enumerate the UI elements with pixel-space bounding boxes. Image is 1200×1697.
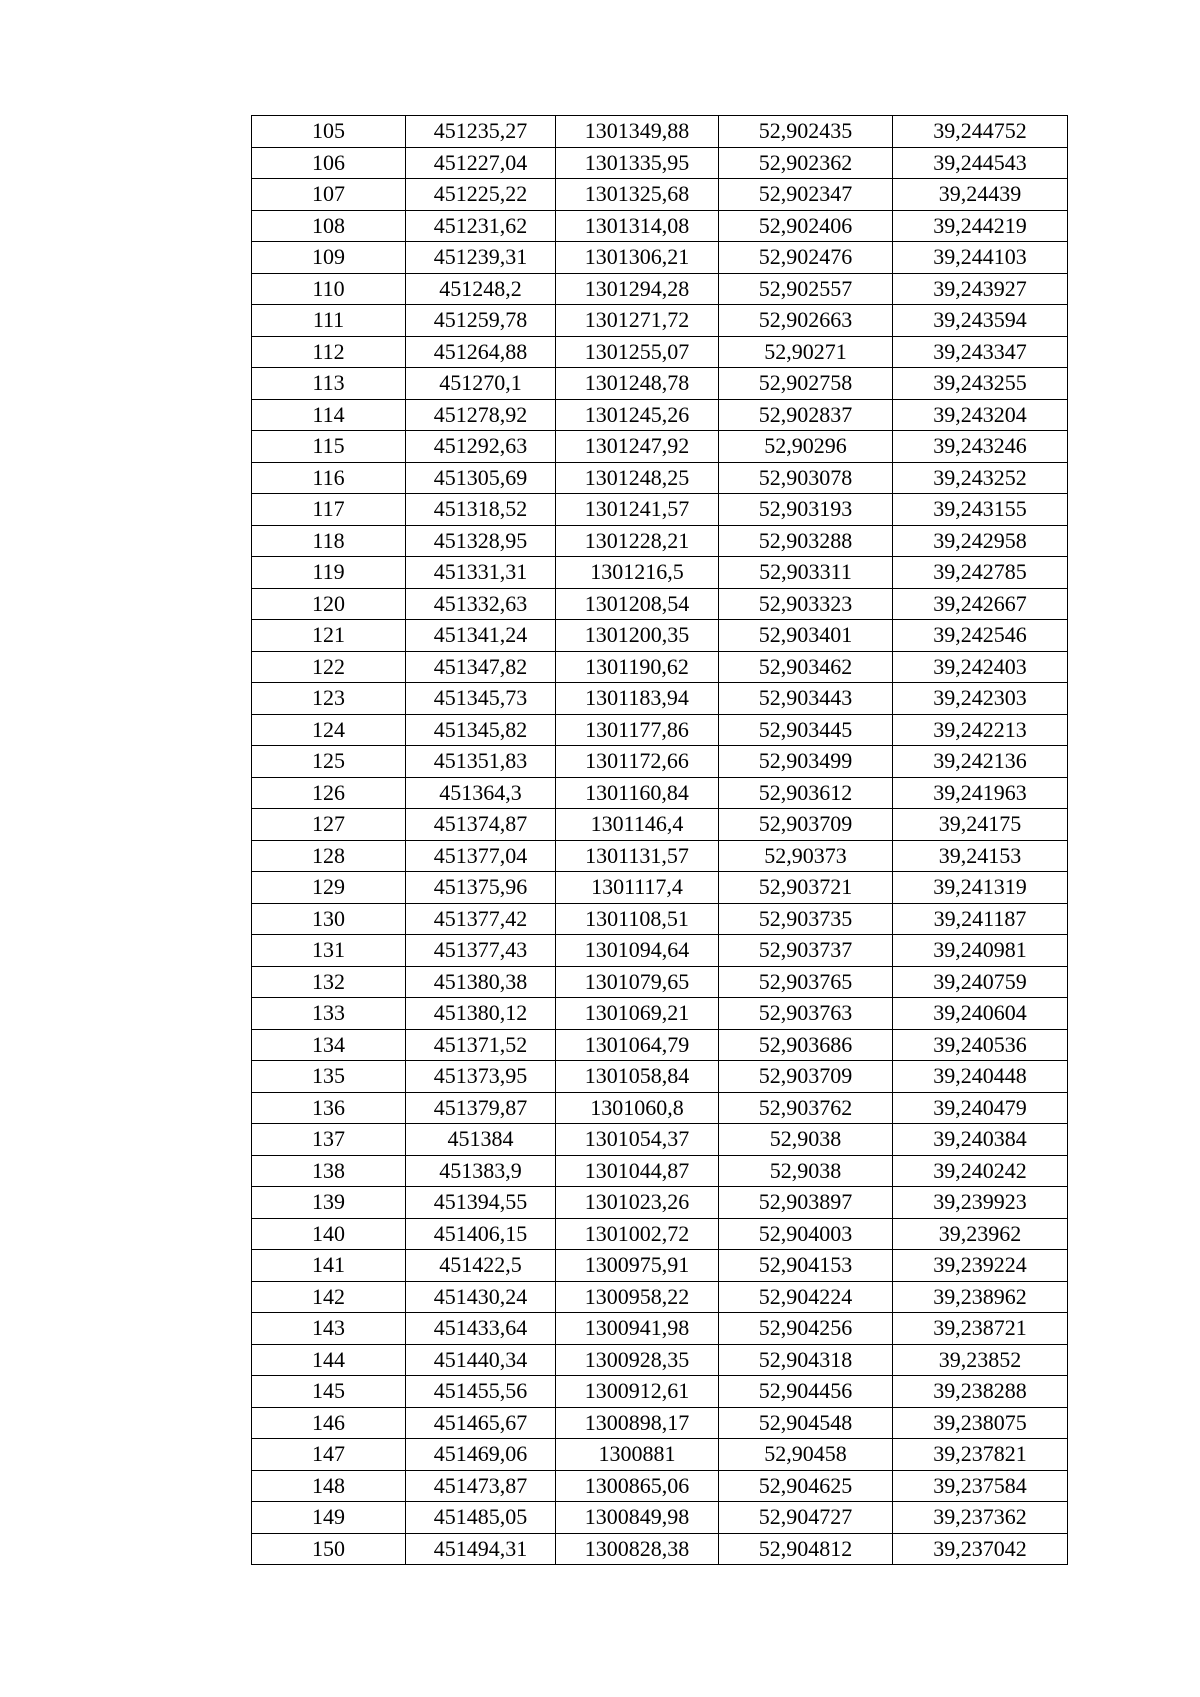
x-coordinate-cell: 451374,87 — [406, 809, 556, 841]
latitude-cell: 52,903721 — [719, 872, 893, 904]
y-coordinate-cell: 1301247,92 — [556, 431, 719, 463]
table-row — [252, 557, 1068, 589]
latitude-cell: 52,904625 — [719, 1470, 893, 1502]
x-coordinate-cell: 451259,78 — [406, 305, 556, 337]
table-row — [252, 1124, 1068, 1156]
y-coordinate-cell: 1301200,35 — [556, 620, 719, 652]
point-number-cell: 148 — [252, 1470, 406, 1502]
y-coordinate-cell: 1301177,86 — [556, 714, 719, 746]
table-row — [252, 494, 1068, 526]
point-number-cell: 146 — [252, 1407, 406, 1439]
latitude-cell: 52,903612 — [719, 777, 893, 809]
point-number-cell: 134 — [252, 1029, 406, 1061]
x-coordinate-cell: 451465,67 — [406, 1407, 556, 1439]
latitude-cell: 52,903323 — [719, 588, 893, 620]
longitude-cell: 39,244219 — [893, 210, 1068, 242]
table-row — [252, 935, 1068, 967]
point-number-cell: 120 — [252, 588, 406, 620]
point-number-cell: 142 — [252, 1281, 406, 1313]
table-row — [252, 1281, 1068, 1313]
table-row — [252, 1061, 1068, 1093]
y-coordinate-cell: 1301131,57 — [556, 840, 719, 872]
y-coordinate-cell: 1301054,37 — [556, 1124, 719, 1156]
point-number-cell: 150 — [252, 1533, 406, 1565]
latitude-cell: 52,902758 — [719, 368, 893, 400]
latitude-cell: 52,903765 — [719, 966, 893, 998]
latitude-cell: 52,903762 — [719, 1092, 893, 1124]
latitude-cell: 52,902557 — [719, 273, 893, 305]
longitude-cell: 39,237584 — [893, 1470, 1068, 1502]
latitude-cell: 52,902663 — [719, 305, 893, 337]
table-row — [252, 1344, 1068, 1376]
y-coordinate-cell: 1301349,88 — [556, 116, 719, 148]
latitude-cell: 52,903078 — [719, 462, 893, 494]
y-coordinate-cell: 1301190,62 — [556, 651, 719, 683]
longitude-cell: 39,243255 — [893, 368, 1068, 400]
point-number-cell: 132 — [252, 966, 406, 998]
y-coordinate-cell: 1301241,57 — [556, 494, 719, 526]
y-coordinate-cell: 1301064,79 — [556, 1029, 719, 1061]
point-number-cell: 128 — [252, 840, 406, 872]
table-row — [252, 620, 1068, 652]
y-coordinate-cell: 1300941,98 — [556, 1313, 719, 1345]
latitude-cell: 52,904224 — [719, 1281, 893, 1313]
y-coordinate-cell: 1301335,95 — [556, 147, 719, 179]
x-coordinate-cell: 451430,24 — [406, 1281, 556, 1313]
y-coordinate-cell: 1301216,5 — [556, 557, 719, 589]
x-coordinate-cell: 451239,31 — [406, 242, 556, 274]
x-coordinate-cell: 451383,9 — [406, 1155, 556, 1187]
longitude-cell: 39,240384 — [893, 1124, 1068, 1156]
x-coordinate-cell: 451494,31 — [406, 1533, 556, 1565]
table-row — [252, 651, 1068, 683]
x-coordinate-cell: 451264,88 — [406, 336, 556, 368]
point-number-cell: 149 — [252, 1502, 406, 1534]
x-coordinate-cell: 451485,05 — [406, 1502, 556, 1534]
longitude-cell: 39,244103 — [893, 242, 1068, 274]
x-coordinate-cell: 451351,83 — [406, 746, 556, 778]
point-number-cell: 119 — [252, 557, 406, 589]
table-row — [252, 242, 1068, 274]
longitude-cell: 39,241187 — [893, 903, 1068, 935]
point-number-cell: 107 — [252, 179, 406, 211]
point-number-cell: 109 — [252, 242, 406, 274]
x-coordinate-cell: 451364,3 — [406, 777, 556, 809]
table-row — [252, 1407, 1068, 1439]
longitude-cell: 39,24153 — [893, 840, 1068, 872]
point-number-cell: 144 — [252, 1344, 406, 1376]
latitude-cell: 52,903462 — [719, 651, 893, 683]
longitude-cell: 39,237362 — [893, 1502, 1068, 1534]
y-coordinate-cell: 1301094,64 — [556, 935, 719, 967]
latitude-cell: 52,903311 — [719, 557, 893, 589]
longitude-cell: 39,244543 — [893, 147, 1068, 179]
point-number-cell: 124 — [252, 714, 406, 746]
latitude-cell: 52,903499 — [719, 746, 893, 778]
x-coordinate-cell: 451318,52 — [406, 494, 556, 526]
longitude-cell: 39,243155 — [893, 494, 1068, 526]
latitude-cell: 52,9038 — [719, 1155, 893, 1187]
x-coordinate-cell: 451379,87 — [406, 1092, 556, 1124]
y-coordinate-cell: 1301314,08 — [556, 210, 719, 242]
table-row — [252, 746, 1068, 778]
x-coordinate-cell: 451440,34 — [406, 1344, 556, 1376]
longitude-cell: 39,243252 — [893, 462, 1068, 494]
point-number-cell: 145 — [252, 1376, 406, 1408]
x-coordinate-cell: 451225,22 — [406, 179, 556, 211]
latitude-cell: 52,90296 — [719, 431, 893, 463]
y-coordinate-cell: 1300912,61 — [556, 1376, 719, 1408]
longitude-cell: 39,240604 — [893, 998, 1068, 1030]
longitude-cell: 39,242785 — [893, 557, 1068, 589]
table-row — [252, 588, 1068, 620]
longitude-cell: 39,238962 — [893, 1281, 1068, 1313]
longitude-cell: 39,244752 — [893, 116, 1068, 148]
y-coordinate-cell: 1301069,21 — [556, 998, 719, 1030]
longitude-cell: 39,240479 — [893, 1092, 1068, 1124]
y-coordinate-cell: 1300975,91 — [556, 1250, 719, 1282]
latitude-cell: 52,903686 — [719, 1029, 893, 1061]
longitude-cell: 39,241319 — [893, 872, 1068, 904]
x-coordinate-cell: 451270,1 — [406, 368, 556, 400]
table-row — [252, 1218, 1068, 1250]
y-coordinate-cell: 1301183,94 — [556, 683, 719, 715]
x-coordinate-cell: 451345,73 — [406, 683, 556, 715]
point-number-cell: 108 — [252, 210, 406, 242]
point-number-cell: 135 — [252, 1061, 406, 1093]
table-row — [252, 1502, 1068, 1534]
longitude-cell: 39,23962 — [893, 1218, 1068, 1250]
table-row — [252, 872, 1068, 904]
table-row — [252, 116, 1068, 148]
table-row — [252, 966, 1068, 998]
latitude-cell: 52,904318 — [719, 1344, 893, 1376]
y-coordinate-cell: 1301058,84 — [556, 1061, 719, 1093]
x-coordinate-cell: 451328,95 — [406, 525, 556, 557]
longitude-cell: 39,242958 — [893, 525, 1068, 557]
longitude-cell: 39,243347 — [893, 336, 1068, 368]
x-coordinate-cell: 451377,42 — [406, 903, 556, 935]
latitude-cell: 52,903445 — [719, 714, 893, 746]
x-coordinate-cell: 451373,95 — [406, 1061, 556, 1093]
x-coordinate-cell: 451248,2 — [406, 273, 556, 305]
longitude-cell: 39,238721 — [893, 1313, 1068, 1345]
latitude-cell: 52,902406 — [719, 210, 893, 242]
longitude-cell: 39,240448 — [893, 1061, 1068, 1093]
longitude-cell: 39,237042 — [893, 1533, 1068, 1565]
table-row — [252, 147, 1068, 179]
longitude-cell: 39,239923 — [893, 1187, 1068, 1219]
latitude-cell: 52,904003 — [719, 1218, 893, 1250]
point-number-cell: 117 — [252, 494, 406, 526]
y-coordinate-cell: 1301294,28 — [556, 273, 719, 305]
x-coordinate-cell: 451292,63 — [406, 431, 556, 463]
x-coordinate-cell: 451422,5 — [406, 1250, 556, 1282]
point-number-cell: 125 — [252, 746, 406, 778]
longitude-cell: 39,242213 — [893, 714, 1068, 746]
point-number-cell: 110 — [252, 273, 406, 305]
table-row — [252, 336, 1068, 368]
point-number-cell: 116 — [252, 462, 406, 494]
latitude-cell: 52,902347 — [719, 179, 893, 211]
point-number-cell: 138 — [252, 1155, 406, 1187]
y-coordinate-cell: 1301248,78 — [556, 368, 719, 400]
latitude-cell: 52,903763 — [719, 998, 893, 1030]
latitude-cell: 52,903709 — [719, 1061, 893, 1093]
coordinates-table — [251, 115, 1068, 1565]
longitude-cell: 39,243204 — [893, 399, 1068, 431]
table-row — [252, 525, 1068, 557]
longitude-cell: 39,24439 — [893, 179, 1068, 211]
x-coordinate-cell: 451377,04 — [406, 840, 556, 872]
y-coordinate-cell: 1300849,98 — [556, 1502, 719, 1534]
y-coordinate-cell: 1300828,38 — [556, 1533, 719, 1565]
x-coordinate-cell: 451341,24 — [406, 620, 556, 652]
point-number-cell: 122 — [252, 651, 406, 683]
latitude-cell: 52,903735 — [719, 903, 893, 935]
latitude-cell: 52,904456 — [719, 1376, 893, 1408]
coordinates-table-body — [252, 116, 1068, 1565]
y-coordinate-cell: 1301023,26 — [556, 1187, 719, 1219]
point-number-cell: 136 — [252, 1092, 406, 1124]
point-number-cell: 147 — [252, 1439, 406, 1471]
table-row — [252, 1439, 1068, 1471]
table-row — [252, 1376, 1068, 1408]
latitude-cell: 52,9038 — [719, 1124, 893, 1156]
latitude-cell: 52,904153 — [719, 1250, 893, 1282]
point-number-cell: 130 — [252, 903, 406, 935]
x-coordinate-cell: 451406,15 — [406, 1218, 556, 1250]
table-row — [252, 273, 1068, 305]
x-coordinate-cell: 451380,12 — [406, 998, 556, 1030]
y-coordinate-cell: 1301079,65 — [556, 966, 719, 998]
x-coordinate-cell: 451371,52 — [406, 1029, 556, 1061]
point-number-cell: 133 — [252, 998, 406, 1030]
point-number-cell: 139 — [252, 1187, 406, 1219]
point-number-cell: 127 — [252, 809, 406, 841]
y-coordinate-cell: 1301044,87 — [556, 1155, 719, 1187]
x-coordinate-cell: 451377,43 — [406, 935, 556, 967]
longitude-cell: 39,24175 — [893, 809, 1068, 841]
y-coordinate-cell: 1301060,8 — [556, 1092, 719, 1124]
y-coordinate-cell: 1301172,66 — [556, 746, 719, 778]
x-coordinate-cell: 451455,56 — [406, 1376, 556, 1408]
y-coordinate-cell: 1301271,72 — [556, 305, 719, 337]
point-number-cell: 114 — [252, 399, 406, 431]
table-row — [252, 1313, 1068, 1345]
x-coordinate-cell: 451331,31 — [406, 557, 556, 589]
latitude-cell: 52,902362 — [719, 147, 893, 179]
table-row — [252, 998, 1068, 1030]
y-coordinate-cell: 1300865,06 — [556, 1470, 719, 1502]
longitude-cell: 39,242546 — [893, 620, 1068, 652]
x-coordinate-cell: 451332,63 — [406, 588, 556, 620]
y-coordinate-cell: 1301117,4 — [556, 872, 719, 904]
x-coordinate-cell: 451305,69 — [406, 462, 556, 494]
y-coordinate-cell: 1301245,26 — [556, 399, 719, 431]
point-number-cell: 106 — [252, 147, 406, 179]
longitude-cell: 39,242136 — [893, 746, 1068, 778]
x-coordinate-cell: 451380,38 — [406, 966, 556, 998]
x-coordinate-cell: 451469,06 — [406, 1439, 556, 1471]
x-coordinate-cell: 451227,04 — [406, 147, 556, 179]
longitude-cell: 39,243246 — [893, 431, 1068, 463]
longitude-cell: 39,243594 — [893, 305, 1068, 337]
latitude-cell: 52,902435 — [719, 116, 893, 148]
y-coordinate-cell: 1300928,35 — [556, 1344, 719, 1376]
table-row — [252, 1029, 1068, 1061]
longitude-cell: 39,242303 — [893, 683, 1068, 715]
longitude-cell: 39,240536 — [893, 1029, 1068, 1061]
longitude-cell: 39,237821 — [893, 1439, 1068, 1471]
table-row — [252, 1092, 1068, 1124]
point-number-cell: 141 — [252, 1250, 406, 1282]
table-row — [252, 1155, 1068, 1187]
table-row — [252, 1533, 1068, 1565]
point-number-cell: 123 — [252, 683, 406, 715]
longitude-cell: 39,240759 — [893, 966, 1068, 998]
table-row — [252, 305, 1068, 337]
latitude-cell: 52,902476 — [719, 242, 893, 274]
latitude-cell: 52,904727 — [719, 1502, 893, 1534]
latitude-cell: 52,903193 — [719, 494, 893, 526]
y-coordinate-cell: 1300881 — [556, 1439, 719, 1471]
longitude-cell: 39,242403 — [893, 651, 1068, 683]
longitude-cell: 39,23852 — [893, 1344, 1068, 1376]
latitude-cell: 52,904256 — [719, 1313, 893, 1345]
latitude-cell: 52,903737 — [719, 935, 893, 967]
table-row — [252, 683, 1068, 715]
point-number-cell: 129 — [252, 872, 406, 904]
y-coordinate-cell: 1301255,07 — [556, 336, 719, 368]
table-row — [252, 179, 1068, 211]
point-number-cell: 121 — [252, 620, 406, 652]
longitude-cell: 39,238288 — [893, 1376, 1068, 1408]
longitude-cell: 39,240242 — [893, 1155, 1068, 1187]
point-number-cell: 113 — [252, 368, 406, 400]
y-coordinate-cell: 1301325,68 — [556, 179, 719, 211]
point-number-cell: 140 — [252, 1218, 406, 1250]
table-row — [252, 368, 1068, 400]
y-coordinate-cell: 1301108,51 — [556, 903, 719, 935]
longitude-cell: 39,243927 — [893, 273, 1068, 305]
table-row — [252, 399, 1068, 431]
y-coordinate-cell: 1301208,54 — [556, 588, 719, 620]
table-row — [252, 714, 1068, 746]
table-row — [252, 1250, 1068, 1282]
latitude-cell: 52,90458 — [719, 1439, 893, 1471]
latitude-cell: 52,904812 — [719, 1533, 893, 1565]
x-coordinate-cell: 451375,96 — [406, 872, 556, 904]
table-row — [252, 1187, 1068, 1219]
latitude-cell: 52,903709 — [719, 809, 893, 841]
table-row — [252, 210, 1068, 242]
latitude-cell: 52,903897 — [719, 1187, 893, 1219]
table-row — [252, 777, 1068, 809]
longitude-cell: 39,239224 — [893, 1250, 1068, 1282]
y-coordinate-cell: 1301306,21 — [556, 242, 719, 274]
y-coordinate-cell: 1301160,84 — [556, 777, 719, 809]
table-row — [252, 809, 1068, 841]
x-coordinate-cell: 451278,92 — [406, 399, 556, 431]
longitude-cell: 39,242667 — [893, 588, 1068, 620]
table-row — [252, 903, 1068, 935]
x-coordinate-cell: 451231,62 — [406, 210, 556, 242]
table-row — [252, 840, 1068, 872]
y-coordinate-cell: 1301146,4 — [556, 809, 719, 841]
latitude-cell: 52,903288 — [719, 525, 893, 557]
latitude-cell: 52,903443 — [719, 683, 893, 715]
y-coordinate-cell: 1300898,17 — [556, 1407, 719, 1439]
latitude-cell: 52,902837 — [719, 399, 893, 431]
latitude-cell: 52,90271 — [719, 336, 893, 368]
longitude-cell: 39,241963 — [893, 777, 1068, 809]
x-coordinate-cell: 451473,87 — [406, 1470, 556, 1502]
x-coordinate-cell: 451345,82 — [406, 714, 556, 746]
point-number-cell: 105 — [252, 116, 406, 148]
x-coordinate-cell: 451433,64 — [406, 1313, 556, 1345]
latitude-cell: 52,904548 — [719, 1407, 893, 1439]
y-coordinate-cell: 1301002,72 — [556, 1218, 719, 1250]
x-coordinate-cell: 451347,82 — [406, 651, 556, 683]
point-number-cell: 137 — [252, 1124, 406, 1156]
point-number-cell: 111 — [252, 305, 406, 337]
point-number-cell: 131 — [252, 935, 406, 967]
y-coordinate-cell: 1301248,25 — [556, 462, 719, 494]
longitude-cell: 39,238075 — [893, 1407, 1068, 1439]
x-coordinate-cell: 451384 — [406, 1124, 556, 1156]
table-row — [252, 462, 1068, 494]
x-coordinate-cell: 451235,27 — [406, 116, 556, 148]
point-number-cell: 118 — [252, 525, 406, 557]
y-coordinate-cell: 1301228,21 — [556, 525, 719, 557]
x-coordinate-cell: 451394,55 — [406, 1187, 556, 1219]
point-number-cell: 143 — [252, 1313, 406, 1345]
longitude-cell: 39,240981 — [893, 935, 1068, 967]
y-coordinate-cell: 1300958,22 — [556, 1281, 719, 1313]
table-row — [252, 431, 1068, 463]
latitude-cell: 52,90373 — [719, 840, 893, 872]
point-number-cell: 126 — [252, 777, 406, 809]
table-row — [252, 1470, 1068, 1502]
latitude-cell: 52,903401 — [719, 620, 893, 652]
point-number-cell: 115 — [252, 431, 406, 463]
point-number-cell: 112 — [252, 336, 406, 368]
